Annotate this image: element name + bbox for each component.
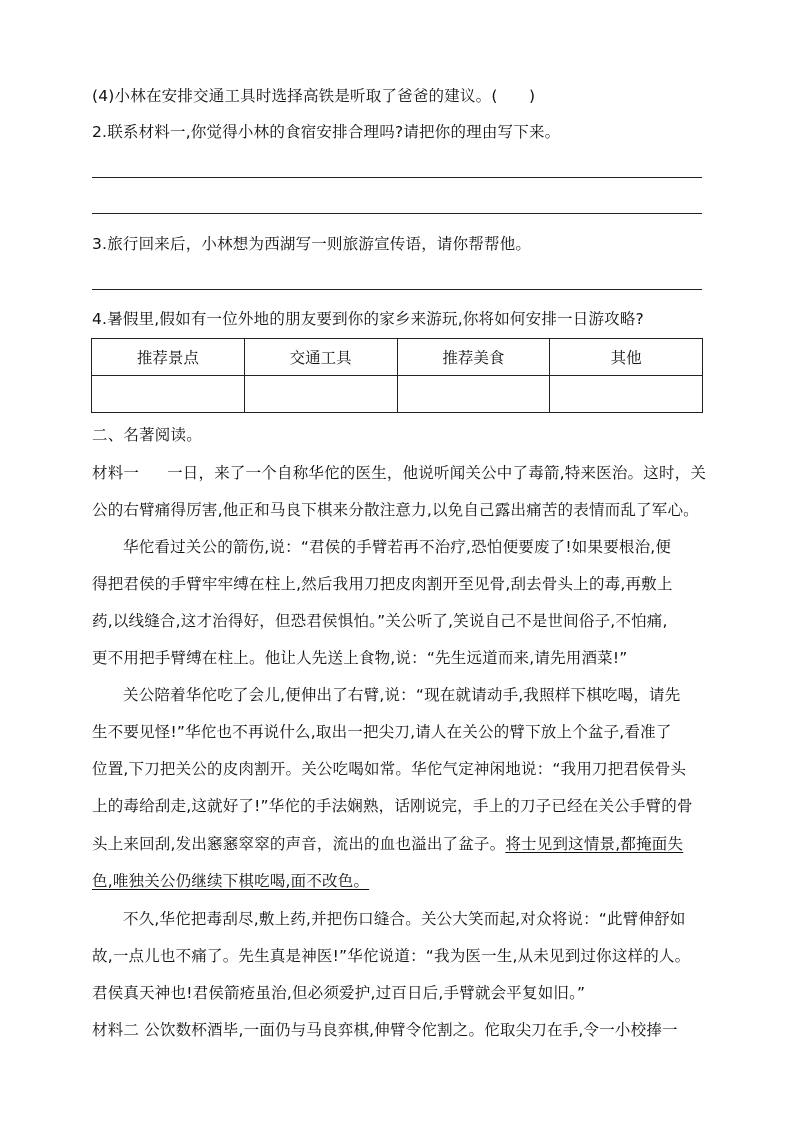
- question-2-prompt: 2.联系材料一,你觉得小林的食宿安排合理吗?请把你的理由写下来。: [92, 123, 561, 141]
- section-2-heading: 二、名著阅读。: [92, 426, 202, 444]
- header-food: 推荐美食: [397, 339, 550, 376]
- para-3-line-1: 关公陪着华佗吃了会儿,便伸出了右臂,说：“现在就请动手,我照样下棋吃喝，请先: [123, 686, 681, 704]
- question-4-true-false: (4)小林在安排交通工具时选择高铁是听取了爸爸的建议。( ): [92, 87, 536, 105]
- material-1-label: 材料一: [92, 464, 140, 482]
- para-2-line-1: 华佗看过关公的箭伤,说：“君侯的手臂若再不治疗,恐怕便要废了!如果要根治,便: [123, 538, 672, 556]
- answer-line-1[interactable]: [92, 177, 702, 178]
- para-2-line-3: 药,以线缝合,这才治得好，但恐君侯惧怕。”关公听了,笑说自己不是世间俗子,不怕痛,: [92, 612, 668, 630]
- material-2-text-1: 公饮数杯酒毕,一面仍与马良弈棋,伸臂令佗割之。佗取尖刀在手,令一小校捧一: [144, 1021, 678, 1039]
- question-3-prompt: 3.旅行回来后，小林想为西湖写一则旅游宣传语，请你帮帮他。: [92, 235, 532, 253]
- table-header-row: [92, 339, 703, 376]
- answer-line-3[interactable]: [92, 289, 702, 290]
- material-1-text-1: 一日，来了一个自称华佗的医生，他说听闻关公中了毒箭,特来医治。这时，关: [167, 464, 707, 482]
- cell-attractions[interactable]: [92, 376, 245, 413]
- para-2-line-4: 更不用把手臂缚在柱上。他让人先送上食物,说：“先生远道而来,请先用酒菜!”: [92, 649, 628, 667]
- material-2-label: 材料二: [92, 1021, 140, 1039]
- material-1-line-2: 公的右臂痛得厉害,他正和马良下棋来分散注意力,以免自己露出痛苦的表情而乱了军心。: [92, 501, 699, 519]
- table-answer-row: [92, 376, 703, 413]
- para-3-line-2: 生不要见怪!”华佗也不再说什么,取出一把尖刀,请人在关公的臂下放上个盆子,看准了: [92, 723, 672, 741]
- underlined-sentence-part-1: 将士见到这情景,都掩面失: [505, 835, 684, 853]
- header-other: 其他: [550, 339, 703, 376]
- cell-transport[interactable]: [244, 376, 397, 413]
- para-3-line-4: 上的毒给刮走,这就好了!”华佗的手法娴熟，话刚说完，手上的刀子已经在关公手臂的骨: [92, 797, 693, 815]
- answer-line-2[interactable]: [92, 213, 702, 214]
- material-1-line-1: [92, 463, 707, 483]
- para-3-line-5: [92, 834, 704, 854]
- para-2-line-2: 得把君侯的手臂牢牢缚在柱上,然后我用刀把皮肉割开至见骨,刮去骨头上的毒,再敷上: [92, 575, 673, 593]
- para-4-line-2: 故,一点儿也不痛了。先生真是神医!”华佗说道：“我为医一生,从未见到过你这样的人。: [92, 947, 691, 965]
- cell-other[interactable]: [550, 376, 703, 413]
- para-4-line-3: 君侯真天神也!君侯箭疮虽治,但必须爱护,过百日后,手臂就会平复如旧。”: [92, 984, 586, 1002]
- question-4-itinerary-prompt: 4.暑假里,假如有一位外地的朋友要到你的家乡来游玩,你将如何安排一日游攻略?: [92, 310, 644, 328]
- header-transport: 交通工具: [244, 339, 397, 376]
- underlined-sentence-part-2: 色,唯独关公仍继续下棋吃喝,面不改色。: [92, 872, 370, 890]
- cell-food[interactable]: [397, 376, 550, 413]
- para-3-line-6: [92, 871, 704, 891]
- itinerary-table: [91, 338, 703, 413]
- para-3-line-5-plain: 头上来回刮,发出窸窸窣窣的声音，流出的血也溢出了盆子。: [92, 835, 506, 853]
- header-attractions: 推荐景点: [92, 339, 245, 376]
- para-3-line-3: 位置,下刀把关公的皮肉割开。关公吃喝如常。华佗气定神闲地说：“我用刀把君侯骨头: [92, 760, 687, 778]
- para-4-line-1: 不久,华佗把毒刮尽,敷上药,并把伤口缝合。关公大笑而起,对众将说：“此臂伸舒如: [123, 910, 686, 928]
- material-2-line-1: [92, 1020, 704, 1040]
